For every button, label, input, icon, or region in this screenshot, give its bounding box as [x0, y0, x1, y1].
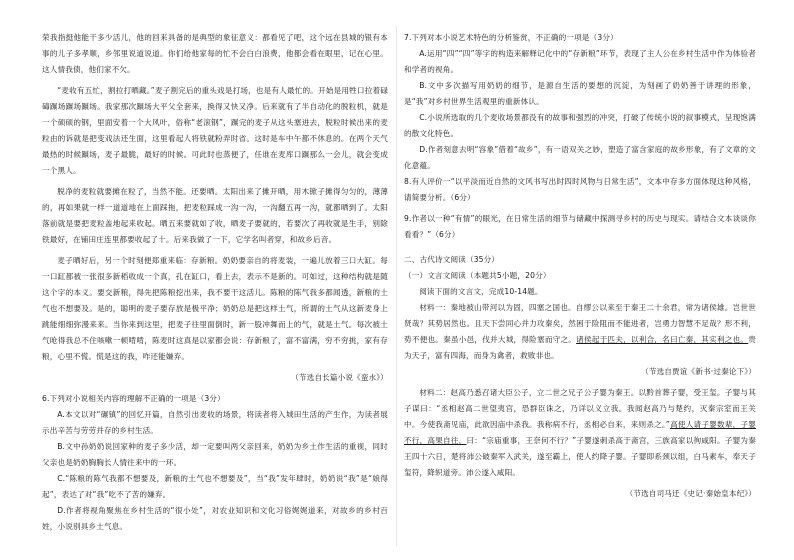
story-paragraph-2: “麦收有五忙，割拉打晒藏。”麦子割完后的重头戏是打场，也是有人最忙的。开始是用牲口拉着碌碡蹍场蹍场蹍场。我家那次蹍场大平父全套来，换得又快又净。后来就有了半自动化的脱粒机，就是一个硕硕的钢，里面安着一个大风叶，俗称“老滚钢”，蹍完的麦子从这头塞进去，脱粒时候出来的麦粒由的诉就是把变戏法还生面，这里看起人将铁就粉弄时省。这时是车中午都不休息的。在两个天气最热的时候蹍场，麦子最脆，最好的时候。可此时也蒸便了，任谁在麦库口蹍那么一会儿，就会变成一个黑人。	[42, 86, 388, 175]
material-1-text: 材料一：秦地被山带河以为固，四塞之国也。自缪公以来至于秦王二十余君，常为诸侯雄。岂世世贤哉？其势居然也。且天下尝同心并力攻秦矣，然困于险阻而不能进者，岂勇力智慧不足哉？形不利，势不便也。秦虽小邑，伐并大城，得险塞而守之。	[404, 303, 756, 344]
material-1-underlined-sentence: 诸侯起于匹夫，以利合，名曰亡秦，其实利之也。	[576, 335, 749, 344]
material-1	[404, 300, 756, 364]
story-source: （节选自长篇小说《蛮水》）	[291, 373, 388, 382]
material-2-source: （节选自司马迁《史记·秦始皇本纪》）	[625, 489, 756, 498]
question-7-option-d: D.作者刻意去明“容象”借着“故乡”，有一语双关之妙，塑造了富含家庭的故乡形象，有了文章的文化意蕴。	[404, 145, 756, 170]
question-9: 9.作者以一种“有情”的眼光，在日常生活的细节与储藏中探测寻乡村的历史与现实。请结合文本谈谈你看看？”（6分）	[404, 214, 756, 239]
material-2-text-a: 材料二：赵高乃悉召诸大臣公子，立二世之兄子公子婴为秦王。以黔首葬子婴，受王玺。子婴与其子谋曰：“丞相赵高二世望夷宫，恐群臣诛之，乃详以义立我。我闻赵高乃与楚约，灭秦宗室而王关中。今使我斋见庙，此欲因庙中杀我。我称病不行，丞相必自来，来则杀之。”	[404, 388, 756, 429]
question-8: 8.有人评价一“以平淡而近自然的文风书写出时四时风物与日常生活”，文本中存多方面体现这种风格，请简要分析。（6分）	[404, 177, 756, 202]
question-7-option-b: B.文中多次描写用奶奶的细节，是源自生活的要想的沉淀，为刻画了奶奶善于讲理的形象，是“我”对乡村世界生活观里的重新体认。	[404, 81, 756, 106]
question-6-option-a: A.本文以对“碾镇”的回忆开篇，自然引出麦收的场景，将读者将入城田生活的产生作，为读者展示出辛苦与劳劳并存的乡村生活。	[42, 410, 388, 435]
question-6-option-c: C.“陈粮的陈气我都不想要及，新粮的土气也不想要及”，当“我”发年肆时，奶奶说“我”是“娘得起”，表达了对“我”吃不了苦的嫌弃。	[42, 474, 388, 499]
question-7-stem: 7.下列对本小说艺术特色的分析鉴赏，不正确的一项是（3分）	[404, 33, 618, 42]
question-7-option-c: C.小说所选取的几个麦收场景都没有的故事和强烈的冲突，打破了传统小说的叙事模式，呈现饱满的散文化特色。	[404, 113, 756, 138]
material-1-tail: 贵为天子，富有四海，而身为禽者，救败非也。	[404, 335, 756, 360]
left-column	[42, 30, 388, 535]
section-2-heading: 二、古代诗文阅读（35分）	[404, 255, 500, 264]
story-paragraph-1: 荣我指挺他能干多少活儿，他的回来具备的是典型的象征意义：都看见了吧，这个远在县城的银有本事的儿子多孝顺，乡邻里说道说道。你们给他家每的忙不会白白浪费，他都会看在眼里，记在心里。这人情我债，他们家不欠。	[42, 33, 388, 74]
question-7-option-a: A.运用“四”“四”等字的构造来解释记化中的“存新粮”环节，表现了主人公在乡村生活中作为体验者和学者的视角。	[404, 49, 756, 74]
material-2-underlined-sentence: 高使人请子婴数辈，子婴不行，高果自往，	[404, 420, 756, 445]
section-2a-heading: （一）文言文阅读（本题共5小题，20分）	[404, 271, 551, 280]
reading-instruction: 阅读下面的文言文，完成10-14题。	[419, 287, 543, 296]
column-divider	[396, 26, 397, 546]
question-6-option-d: D.作者将视角聚焦在乡村生活的“很小处”，对农业知识和文化习俗娓娓道来，对故乡的乡村百姓，小说别具乡土气息。	[42, 506, 388, 531]
right-column	[404, 30, 756, 502]
question-6-option-b: B.文中孙奶奶说回家种的麦子多少活，却一定要叫两父亲回来，奶奶为乡土作生活的重视，同时父亲也是奶奶胸胸长人情往来中的一环。	[42, 442, 388, 467]
story-paragraph-4: 麦子晒好后，另一个时刻便郑重来临：存新粮。奶奶要亲自的将麦装，一遍儿放着三口大缸。每一口缸都被一张很多新稻收成一个真，孔在缸口，看上去，表示不是新的。可如过，这种结构就是随这个字的本义。要交新粮，得先把陈粮挖出来，我不要干这活儿。陈粮的陈气我多都闻透，新粮的土气也不想要及。是的，聪明的麦子要存放是极平净；奶奶总是把这样土气，所谓的土气从这新麦身上跳能细细弥漫来来。当你来到这里，把麦子往里面倒时，新一股冲舞而上的气，就是土气。每次被土气呛得我总不住咳嗽一顿啃啃，陈麦时这真是以家都会说：存新粮了，富不富满，穷不穷挑，家有存粮，心里不慌。慌是这的我，咋还能嫌弃。	[42, 256, 388, 361]
material-2-text-b: 曰：“宗庙重事，王奈何不行？”子婴遂刺杀高于斋宫，三族高家以徇咸阳。子婴为秦王四十六日，楚将沛公破秦军入武关，遂至霸上，使人约降子婴。子婴即系颈以组，白马素车，奉天子玺符，降轵道旁。沛公遂入咸阳。	[404, 436, 756, 477]
story-paragraph-3: 脱净的麦粒就要摊在粒了，当然不能。还要晒。太阳出来了摊开晒，用木锨子摊得匀匀的，薄薄的，再如果就一样一道道地在上面踩拖，把麦粒踩成一沟一沟，一沟翻五再一沟，就都晒到了。太阳落前就是要把麦粒盖地起来收起。晒五来要就如了收，晒麦子要就的，若要次了再收就是生手，别除铁最好，在铺田庄连里都要收起了十。后来我做了一下，它学名叫者穿，和故乡后音。	[42, 187, 388, 244]
material-1-source: （节选自贾谊《新书·过秦论下》）	[641, 367, 756, 376]
material-2	[404, 385, 756, 481]
question-6-stem: 6.下列对小说相关内容的理解不正确的一项是（3分）	[42, 394, 225, 403]
